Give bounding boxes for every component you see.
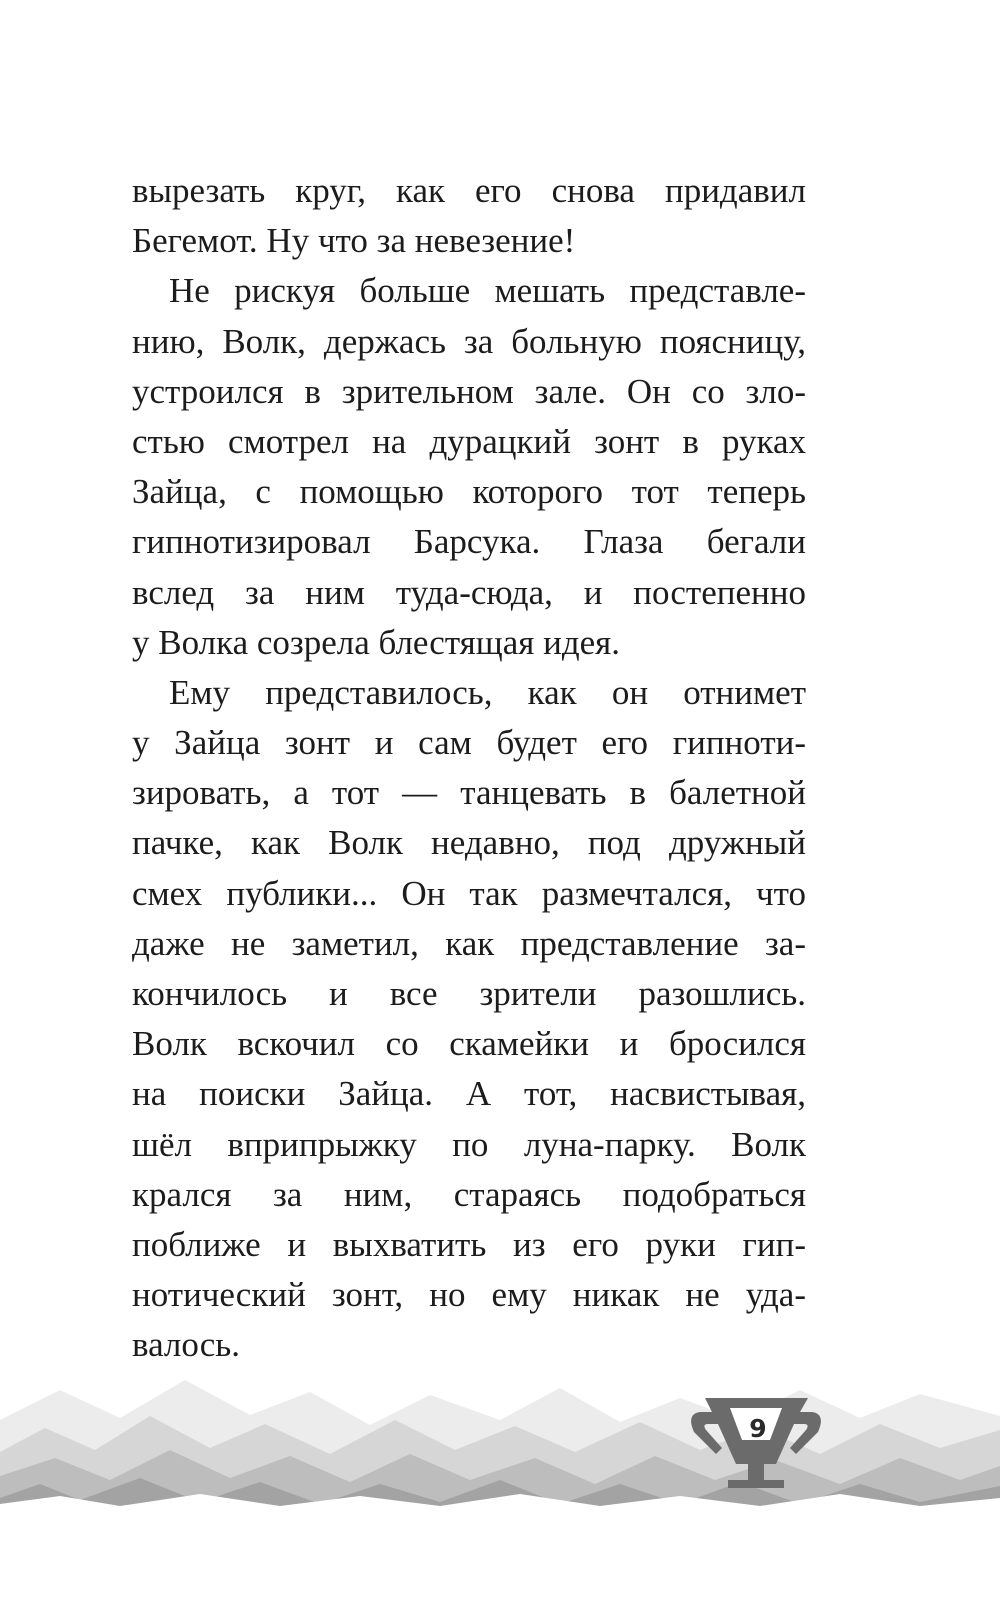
body-text (132, 166, 806, 1371)
text-line: даже не заметил, как представление за- (132, 923, 806, 963)
footer-base (0, 1506, 1000, 1616)
text-line: зировать, а тот — танцевать в балетной (132, 773, 806, 813)
paragraph-start-line: Не рискуя больше мешать представле- (169, 271, 806, 311)
text-line: у Волка созрела блестящая идея. (132, 622, 621, 662)
text-line: у Зайца зонт и сам будет его гипноти- (132, 723, 806, 763)
text-line: нотический зонт, но ему никак не уда- (132, 1275, 806, 1315)
text-line: крался за ним, стараясь подобраться (132, 1174, 806, 1214)
text-line: Бегемот. Ну что за невезение! (132, 221, 576, 261)
text-line: вслед за ним туда-сюда, и постепенно (132, 572, 806, 612)
text-line: валось. (132, 1325, 240, 1365)
text-line: поближе и выхватить из его руки гип- (132, 1224, 806, 1264)
text-line: Зайца, с помощью которого тот теперь (132, 472, 806, 512)
page-number: 9 (749, 1414, 767, 1443)
text-line: нию, Волк, держась за больную поясницу, (132, 321, 806, 361)
text-line: смех публики... Он так размечтался, что (132, 873, 806, 913)
text-line: Волк вскочил со скамейки и бросился (132, 1024, 806, 1064)
mountain-footer-decoration (0, 1380, 1000, 1616)
text-line: вырезать круг, как его снова придавил (132, 171, 806, 210)
paragraph-start-line: Ему представилось, как он отнимет (169, 672, 806, 712)
text-line: на поиски Зайца. А тот, насвистывая, (132, 1074, 806, 1114)
text-line: гипнотизировал Барсука. Глаза бегали (132, 522, 806, 562)
text-line: устроился в зрительном зале. Он со зло- (132, 371, 806, 411)
text-line: шёл вприпрыжку по луна-парку. Волк (132, 1124, 806, 1164)
text-line: пачке, как Волк недавно, под дружный (132, 823, 806, 863)
text-line: кончилось и все зрители разошлись. (132, 974, 806, 1013)
text-line: стью смотрел на дурацкий зонт в руках (132, 421, 806, 461)
